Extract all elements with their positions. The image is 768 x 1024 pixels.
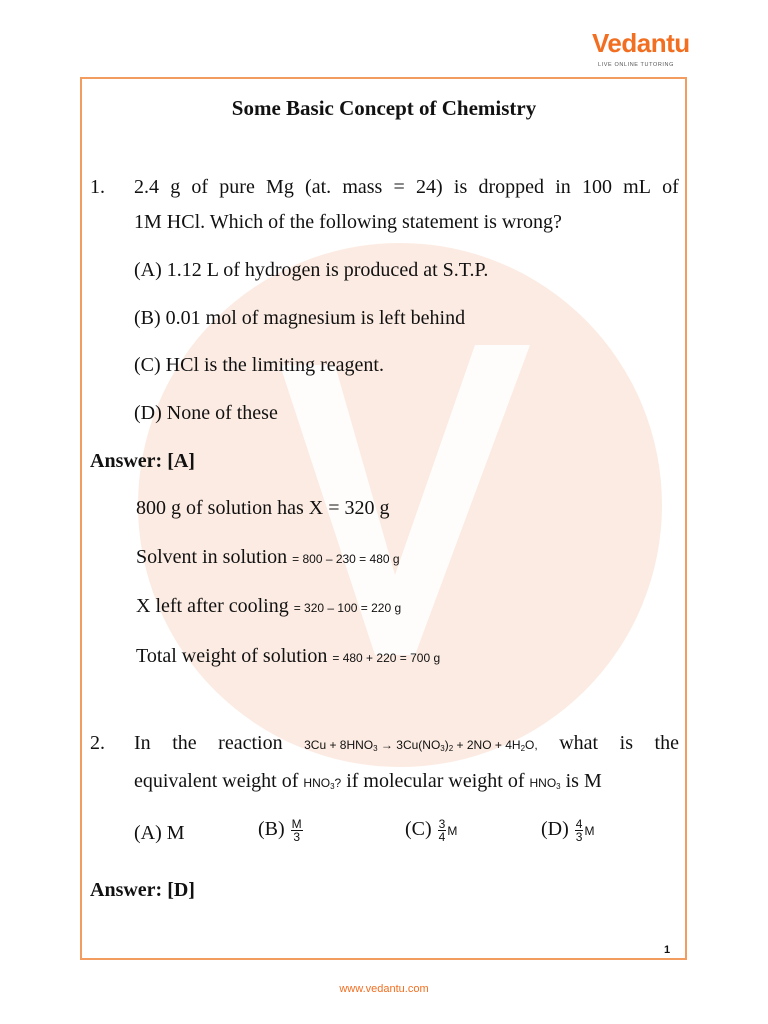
solution-line-2 — [136, 546, 400, 569]
page-number: 1 — [664, 944, 671, 956]
word: is — [453, 176, 468, 198]
word: mL — [623, 176, 651, 198]
solution-text: Solvent in solution — [136, 546, 288, 568]
question-2-number: 2. — [90, 732, 105, 754]
solution-math: = 320 – 100 = 220 g — [293, 601, 402, 615]
solution-line-3 — [136, 595, 401, 618]
solution-text: Total weight of solution — [136, 645, 328, 667]
word: in — [555, 176, 571, 198]
word: what — [559, 732, 599, 754]
word: the — [654, 732, 679, 754]
question-2-answer: Answer: [D] — [90, 879, 195, 901]
word: Mg — [266, 176, 294, 198]
word: of — [191, 176, 209, 198]
word: mass — [342, 176, 383, 198]
logo-wordmark: Vedantu — [592, 28, 690, 58]
question-1-option-a: (A) 1.12 L of hydrogen is produced at S.T.P. — [134, 259, 489, 281]
word: the — [172, 732, 197, 754]
word: of — [662, 176, 679, 198]
hno3-formula: $HNO_3$? — [303, 776, 342, 791]
fraction: $\frac{3}{4}$ — [438, 817, 446, 844]
word: pure — [219, 176, 255, 198]
question-2-line-2: equivalent weight of $HNO_3$? if molecular weight of $HNO_3$ is M — [134, 770, 602, 792]
word: dropped — [478, 176, 544, 198]
question-2-line-1 — [134, 732, 679, 755]
vedantu-logo — [592, 28, 690, 72]
solution-math: = 800 – 230 = 480 g — [292, 552, 400, 566]
fraction: $\frac{4}{3}$ — [575, 817, 583, 844]
word: reaction — [218, 732, 283, 754]
word: 2.4 — [134, 176, 159, 198]
logo-tagline: LIVE ONLINE TUTORING — [598, 62, 674, 68]
question-1-option-b: (B) 0.01 mol of magnesium is left behind — [134, 307, 466, 329]
question-1-line-1 — [134, 176, 679, 199]
question-1-option-c: (C) HCl is the limiting reagent. — [134, 354, 384, 376]
reaction-equation: $3Cu + 8HNO_3 \to 3Cu(NO_3)_2 + 2NO + 4H_2O$, — [304, 738, 538, 753]
solution-line-1: 800 g of solution has X = 320 g — [136, 497, 390, 519]
question-2-option-c: (C) $\frac{3}{4}$ M — [405, 817, 458, 844]
footer-link[interactable]: www.vedantu.com — [339, 983, 429, 995]
question-2-option-b: (B) $\frac{M}{3}$ — [258, 817, 302, 844]
hno3-formula: $HNO_3$ — [529, 776, 561, 791]
word: = — [393, 176, 405, 198]
word: is — [619, 732, 633, 754]
solution-line-4 — [136, 645, 440, 668]
question-1-answer: Answer: [A] — [90, 450, 195, 472]
word: 24) — [416, 176, 443, 198]
page-title: Some Basic Concept of Chemistry — [231, 96, 537, 120]
question-1-line-2: 1M HCl. Which of the following statement is wrong? — [134, 211, 562, 233]
word: 100 — [581, 176, 612, 198]
solution-text: X left after cooling — [136, 595, 289, 617]
word: g — [170, 176, 181, 198]
question-2-option-a: (A) M — [134, 822, 185, 844]
word: (at. — [305, 176, 332, 198]
solution-math: = 480 + 220 = 700 g — [332, 651, 441, 665]
question-1-number: 1. — [90, 176, 105, 198]
question-2-option-d: (D) $\frac{4}{3}$ M — [541, 817, 595, 844]
fraction: $\frac{M}{3}$ — [291, 817, 302, 844]
question-1-option-d: (D) None of these — [134, 402, 278, 424]
word: In — [134, 732, 151, 754]
